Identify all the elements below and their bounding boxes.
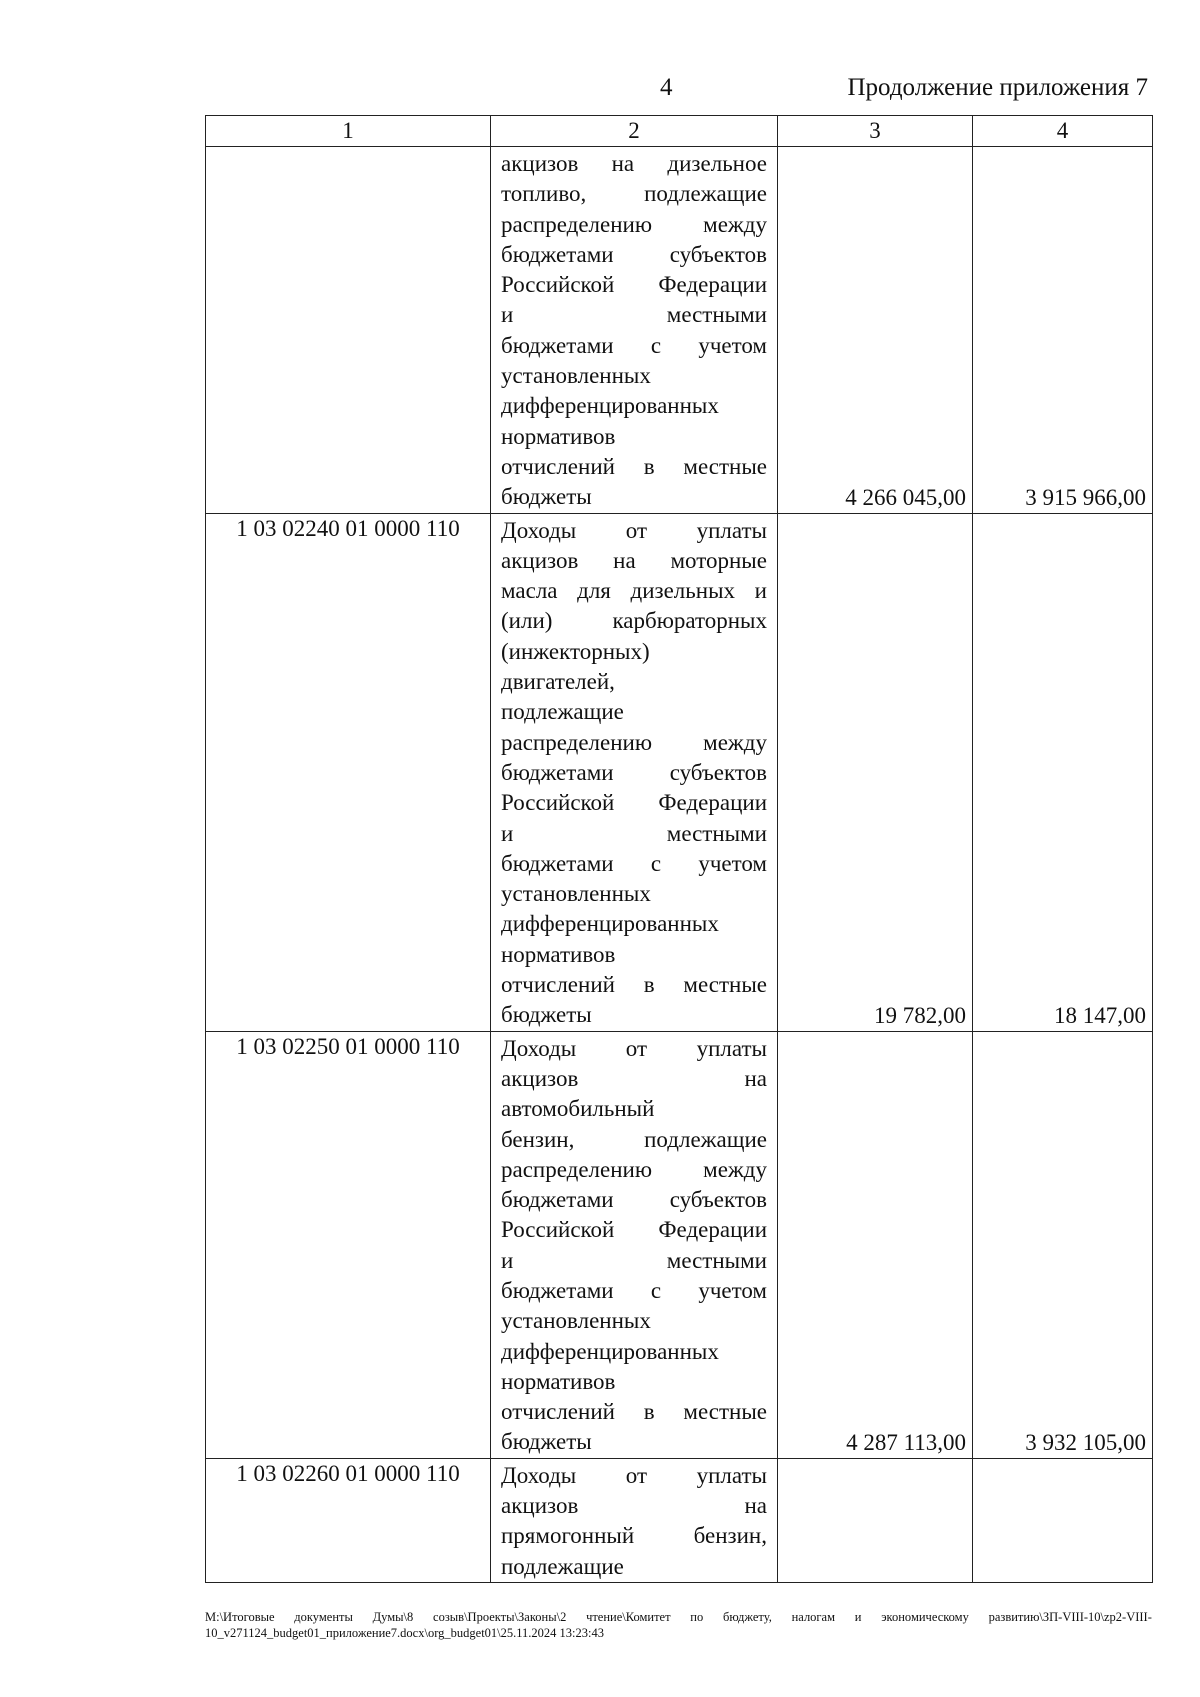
description-line: [501, 788, 767, 818]
description-word: субъектов: [669, 241, 767, 267]
description-line: [501, 970, 767, 1000]
description-line: [501, 606, 767, 636]
description-line: [501, 1306, 767, 1336]
description-word: местные: [683, 453, 767, 479]
description-word: с: [650, 332, 662, 358]
description-word: уплаты: [696, 1035, 767, 1061]
description-word: подлежащие: [501, 699, 624, 725]
file-path-word: чтение\Комитет: [586, 1610, 671, 1624]
budget-code-cell: 1 03 02260 01 0000 110: [206, 1458, 491, 1582]
continuation-title: Продолжение приложения 7: [847, 74, 1148, 101]
description-line: [501, 546, 767, 576]
description-word: дифференцированных: [501, 393, 719, 419]
description-word: в: [643, 1399, 655, 1425]
description-word: Доходы: [501, 1462, 577, 1488]
description-word: бюджетами: [501, 850, 614, 876]
description-line: [501, 849, 767, 879]
description-word: между: [703, 1156, 767, 1182]
page-number: 4: [660, 74, 673, 101]
description-line: [501, 940, 767, 970]
description-word: и: [754, 578, 767, 604]
amount-cell: 4 266 045,00: [778, 147, 973, 514]
description-line: [501, 361, 767, 391]
description-word: установленных: [501, 881, 651, 907]
description-cell: [491, 1458, 778, 1582]
description-line: [501, 1491, 767, 1521]
description-line: [501, 667, 767, 697]
description-word: бюджеты: [501, 1429, 592, 1455]
amount-cell: 3 932 105,00: [973, 1031, 1153, 1458]
description-line: [501, 1246, 767, 1276]
description-word: бюджеты: [501, 484, 592, 510]
description-word: и: [501, 1247, 514, 1273]
description-line: [501, 300, 767, 330]
description-line: [501, 637, 767, 667]
description-word: на: [744, 1065, 767, 1091]
description-line: [501, 1064, 767, 1094]
description-word: и: [501, 302, 514, 328]
amount-cell: [973, 1458, 1153, 1582]
description-word: прямогонный: [501, 1523, 635, 1549]
description-word: (или): [501, 608, 553, 634]
description-line: [501, 270, 767, 300]
description-word: моторные: [670, 547, 767, 573]
column-header: 2: [491, 116, 778, 147]
description-word: с: [650, 1277, 662, 1303]
description-line: [501, 1367, 767, 1397]
description-line: [501, 1094, 767, 1124]
description-word: дизельных: [630, 578, 736, 604]
description-word: бюджетами: [501, 332, 614, 358]
description-word: бюджетами: [501, 759, 614, 785]
description-line: [501, 1461, 767, 1491]
description-line: [501, 391, 767, 421]
description-word: бюджетами: [501, 1187, 614, 1213]
description-word: распределению: [501, 729, 653, 755]
description-word: Российской: [501, 790, 615, 816]
description-word: подлежащие: [501, 1553, 624, 1579]
description-line: [501, 879, 767, 909]
description-word: в: [643, 453, 655, 479]
description-word: дизельное: [667, 151, 767, 176]
description-word: дифференцированных: [501, 1338, 719, 1364]
file-path-word: экономическому: [881, 1610, 969, 1624]
file-path-word: Думы\8: [372, 1610, 414, 1624]
description-line: [501, 210, 767, 240]
description-word: уплаты: [696, 517, 767, 543]
description-word: подлежащие: [644, 181, 767, 207]
description-word: для: [577, 578, 611, 604]
description-word: отчислений: [501, 453, 615, 479]
description-cell: [491, 513, 778, 1031]
description-word: уплаты: [696, 1462, 767, 1488]
description-word: учетом: [698, 1277, 767, 1303]
description-line: [501, 728, 767, 758]
file-path-word: бюджету,: [722, 1610, 772, 1624]
description-line: [501, 149, 767, 179]
description-word: нормативов: [501, 423, 616, 449]
column-header: 1: [206, 116, 491, 147]
description-line: [501, 1034, 767, 1064]
description-word: отчислений: [501, 972, 615, 998]
description-word: Российской: [501, 272, 615, 298]
description-line: [501, 1276, 767, 1306]
amount-cell: 4 287 113,00: [778, 1031, 973, 1458]
budget-code-cell: [206, 147, 491, 514]
description-word: на: [611, 151, 635, 176]
description-word: масла: [501, 578, 558, 604]
description-word: (инжекторных): [501, 638, 650, 664]
description-word: местные: [683, 1399, 767, 1425]
description-word: субъектов: [669, 759, 767, 785]
description-word: субъектов: [669, 1187, 767, 1213]
description-word: акцизов: [501, 1065, 579, 1091]
description-word: и: [501, 820, 514, 846]
description-word: учетом: [698, 332, 767, 358]
description-word: от: [625, 1462, 648, 1488]
table-row: [206, 147, 1153, 514]
description-word: на: [613, 547, 636, 573]
description-line: [501, 576, 767, 606]
description-line: [501, 909, 767, 939]
description-word: нормативов: [501, 1368, 616, 1394]
file-path-footer: [205, 1609, 1152, 1641]
description-line: [501, 1427, 767, 1457]
description-line: [501, 758, 767, 788]
description-word: от: [625, 1035, 648, 1061]
description-word: между: [703, 211, 767, 237]
amount-cell: 18 147,00: [973, 513, 1153, 1031]
description-word: распределению: [501, 1156, 653, 1182]
description-word: Доходы: [501, 517, 577, 543]
description-word: Российской: [501, 1217, 615, 1243]
description-line: [501, 697, 767, 727]
table-row: [206, 513, 1153, 1031]
description-line: [501, 1521, 767, 1551]
description-line: [501, 1185, 767, 1215]
description-word: бюджетами: [501, 241, 614, 267]
file-path-line-1: [205, 1609, 1152, 1625]
description-word: дифференцированных: [501, 911, 719, 937]
budget-table: [205, 115, 1153, 1583]
description-line: [501, 179, 767, 209]
description-word: Федерации: [658, 272, 767, 298]
description-line: [501, 452, 767, 482]
file-path-word: созыв\Проекты\Законы\2: [433, 1610, 567, 1624]
column-header: 3: [778, 116, 973, 147]
description-word: двигателей,: [501, 669, 615, 695]
description-word: с: [650, 850, 662, 876]
description-word: на: [744, 1493, 767, 1519]
description-word: Доходы: [501, 1035, 577, 1061]
amount-cell: [778, 1458, 973, 1582]
description-line: [501, 1155, 767, 1185]
budget-code-cell: 1 03 02250 01 0000 110: [206, 1031, 491, 1458]
budget-code-cell: 1 03 02240 01 0000 110: [206, 513, 491, 1031]
table-header-row: [206, 116, 1153, 147]
description-line: [501, 482, 767, 512]
description-line: [501, 331, 767, 361]
description-line: [501, 1337, 767, 1367]
description-word: местными: [666, 1247, 767, 1273]
description-word: нормативов: [501, 941, 616, 967]
file-path-word: документы: [294, 1610, 353, 1624]
description-word: автомобильный: [501, 1096, 655, 1122]
file-path-word: по: [690, 1610, 704, 1624]
description-line: [501, 1215, 767, 1245]
description-word: Федерации: [658, 790, 767, 816]
description-word: установленных: [501, 363, 651, 389]
description-word: акцизов: [501, 1493, 579, 1519]
description-word: местными: [666, 302, 767, 328]
description-word: бюджетами: [501, 1277, 614, 1303]
description-word: акцизов: [501, 151, 579, 176]
description-word: между: [703, 729, 767, 755]
file-path-line-2: 10_v271124_budget01_приложение7.docx\org_budget01\25.11.2024 13:23:43: [205, 1626, 604, 1640]
description-line: [501, 819, 767, 849]
description-word: карбюраторных: [612, 608, 767, 634]
description-line: [501, 1552, 767, 1582]
description-word: от: [625, 517, 648, 543]
description-line: [501, 1000, 767, 1030]
description-cell: [491, 1031, 778, 1458]
description-word: Федерации: [658, 1217, 767, 1243]
description-word: акцизов: [501, 547, 579, 573]
description-line: [501, 422, 767, 452]
description-word: бюджеты: [501, 1002, 592, 1028]
description-cell: [491, 147, 778, 514]
description-word: отчислений: [501, 1399, 615, 1425]
description-word: топливо,: [501, 181, 587, 207]
table-row: [206, 1458, 1153, 1582]
amount-cell: 3 915 966,00: [973, 147, 1153, 514]
description-line: [501, 240, 767, 270]
description-word: местные: [683, 972, 767, 998]
description-word: в: [643, 972, 655, 998]
file-path-word: развитию\ЗП-VIII-10\zp2-VIII-: [988, 1610, 1152, 1624]
description-word: учетом: [698, 850, 767, 876]
file-path-word: налогам: [791, 1610, 836, 1624]
table-row: [206, 1031, 1153, 1458]
description-word: местными: [666, 820, 767, 846]
description-word: подлежащие: [644, 1126, 767, 1152]
file-path-word: M:\Итоговые: [205, 1610, 275, 1624]
amount-cell: 19 782,00: [778, 513, 973, 1031]
description-word: распределению: [501, 211, 653, 237]
description-word: бензин,: [693, 1523, 767, 1549]
description-line: [501, 1397, 767, 1427]
description-line: [501, 516, 767, 546]
description-line: [501, 1125, 767, 1155]
description-word: бензин,: [501, 1126, 575, 1152]
file-path-word: и: [854, 1610, 862, 1624]
column-header: 4: [973, 116, 1153, 147]
description-word: установленных: [501, 1308, 651, 1334]
